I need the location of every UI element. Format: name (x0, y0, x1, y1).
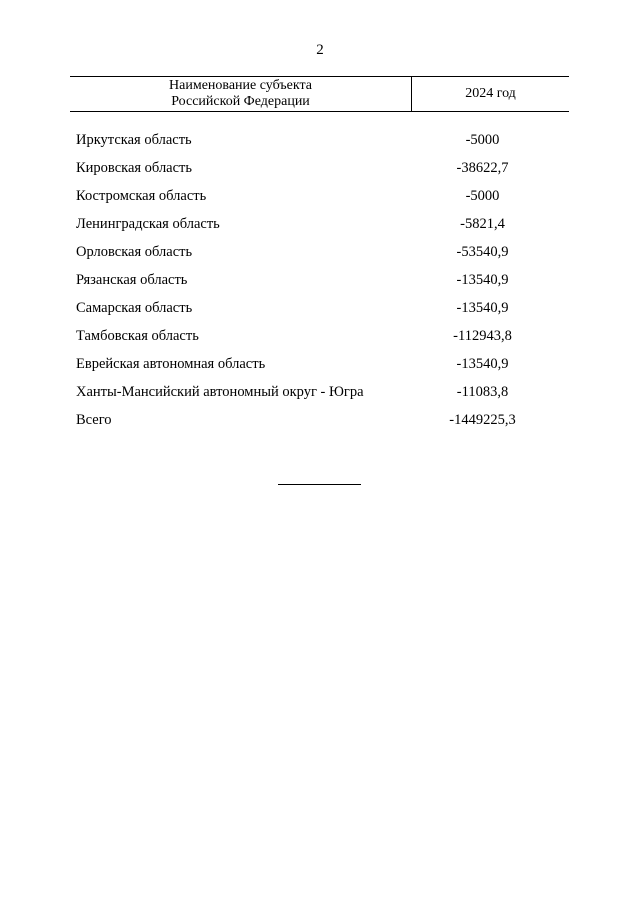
total-label: Всего (76, 411, 112, 428)
row-value: -13540,9 (456, 299, 509, 316)
page-number: 2 (316, 42, 324, 58)
table-row (76, 126, 566, 154)
row-value: -11083,8 (456, 383, 509, 400)
table-row (76, 350, 566, 378)
end-of-document-line (278, 484, 361, 485)
header-subject-line1: Наименование субъекта (169, 78, 312, 93)
table-header (70, 76, 569, 112)
table-row (76, 210, 566, 238)
table-row (76, 378, 566, 406)
row-subject-name: Ханты-Мансийский автономный округ - Югра (76, 383, 364, 400)
row-value: -5000 (465, 187, 500, 204)
row-value: -5821,4 (460, 215, 505, 232)
table-row (76, 182, 566, 210)
row-subject-name: Иркутская область (76, 131, 192, 148)
table-row (76, 154, 566, 182)
total-row (76, 406, 566, 434)
table-row (76, 322, 566, 350)
table-row (76, 238, 566, 266)
table-body (76, 126, 566, 434)
row-value: -5000 (465, 131, 500, 148)
row-value: -13540,9 (456, 271, 509, 288)
row-value: -112943,8 (453, 327, 512, 344)
row-subject-name: Самарская область (76, 299, 193, 316)
header-year-column: 2024 год (465, 86, 516, 101)
row-value: -13540,9 (456, 355, 509, 372)
row-subject-name: Орловская область (76, 243, 193, 260)
row-subject-name: Рязанская область (76, 271, 188, 288)
row-subject-name: Еврейская автономная область (76, 355, 266, 372)
row-subject-name: Кировская область (76, 159, 193, 176)
row-value: -38622,7 (456, 159, 509, 176)
header-subject-column (70, 77, 412, 111)
row-subject-name: Тамбовская область (76, 327, 199, 344)
table-row (76, 294, 566, 322)
row-value: -53540,9 (456, 243, 509, 260)
row-subject-name: Костромская область (76, 187, 207, 204)
table-row (76, 266, 566, 294)
row-subject-name: Ленинградская область (76, 215, 220, 232)
total-value: -1449225,3 (449, 411, 516, 428)
header-subject-line2: Российской Федерации (171, 94, 310, 109)
